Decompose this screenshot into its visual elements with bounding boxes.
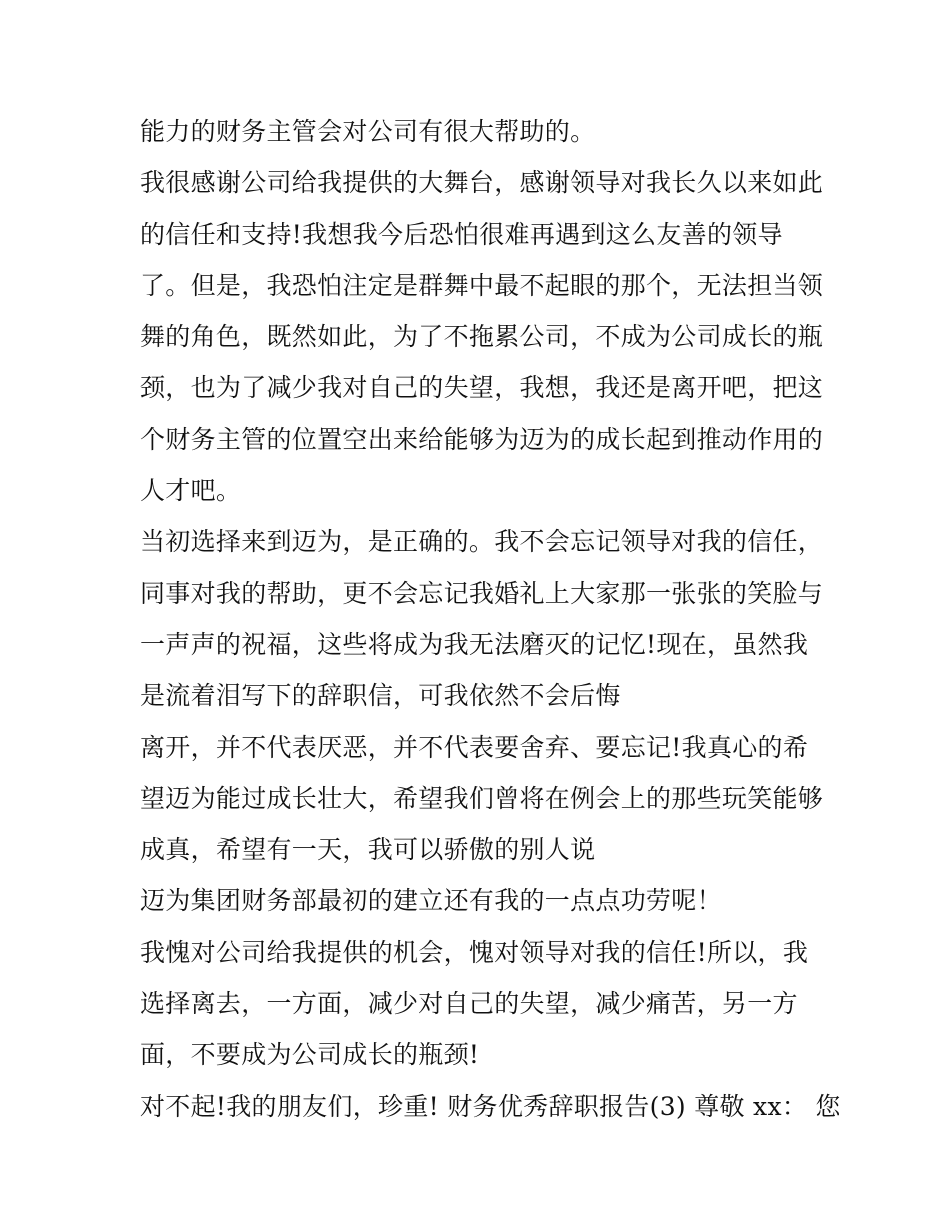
text-line: 的信任和支持!我想我今后恐怕很难再遇到这么友善的领导: [140, 219, 783, 249]
text-line: 是流着泪写下的辞职信，可我依然不会后悔: [140, 681, 621, 711]
text-line: 当初选择来到迈为，是正确的。我不会忘记领导对我的信任，: [140, 527, 824, 557]
text-line: 望迈为能过成长壮大，希望我们曾将在例会上的那些玩笑能够: [140, 783, 824, 813]
text-line: 颈，也为了减少我对自己的失望，我想，我还是离开吧，把这: [140, 373, 824, 403]
text-line: 能力的财务主管会对公司有很大帮助的。: [140, 117, 596, 146]
text-line: 同事对我的帮助，更不会忘记我婚礼上大家那一张张的笑脸与: [140, 578, 824, 608]
text-line: 对不起!我的朋友们，珍重! 财务优秀辞职报告(3) 尊敬 xx： 您: [140, 1091, 841, 1121]
text-line: 离开，并不代表厌恶，并不代表要舍弃、要忘记!我真心的希: [140, 732, 809, 762]
text-line: 我愧对公司给我提供的机会，愧对领导对我的信任!所以，我: [140, 937, 809, 967]
document-body: [140, 106, 840, 1132]
text-line: 舞的角色，既然如此，为了不拖累公司，不成为公司成长的瓶: [140, 322, 824, 352]
text-line: 成真，希望有一天，我可以骄傲的别人说: [140, 835, 596, 865]
text-line: 了。但是，我恐怕注定是群舞中最不起眼的那个，无法担当领: [140, 270, 824, 300]
text-line: 我很感谢公司给我提供的大舞台，感谢领导对我长久以来如此: [140, 168, 824, 198]
text-line: 迈为集团财务部最初的建立还有我的一点点功劳呢！: [140, 886, 722, 916]
text-line: 选择离去，一方面，减少对自己的失望，减少痛苦，另一方: [140, 989, 798, 1019]
text-line: 人才吧。: [140, 476, 242, 506]
text-line: 面，不要成为公司成长的瓶颈!: [140, 1040, 480, 1070]
text-line: 一声声的祝福，这些将成为我无法磨灭的记忆!现在，虽然我: [140, 629, 809, 659]
text-line: 个财务主管的位置空出来给能够为迈为的成长起到推动作用的: [140, 424, 824, 454]
